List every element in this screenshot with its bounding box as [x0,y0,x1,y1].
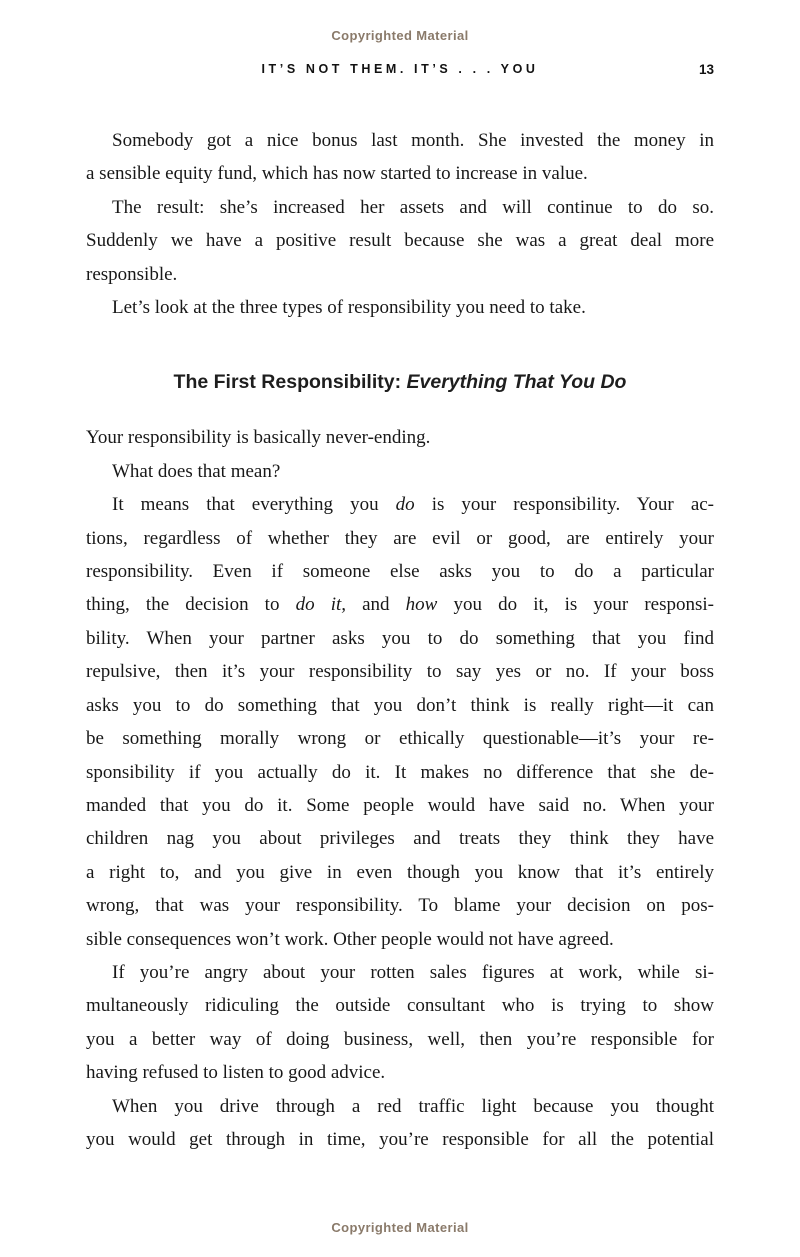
text-line: Somebody got a nice bonus last month. She invested the money in [112,130,714,151]
text-line: tions, regardless of whether they are evil or good, are entirely your [86,527,714,549]
text-line: Let’s look at the three types of responsibility you need to take. [112,297,586,319]
copyright-notice-bottom: Copyrighted Material [331,1220,469,1235]
text-line: What does that mean? [112,460,281,482]
text-line: manded that you do it. Some people would have said no. When your [86,794,714,816]
text-line: If you’re angry about your rotten sales figures at work, while si- [112,961,714,983]
text-line: responsibility. Even if someone else asks you to do a particular [86,561,714,583]
text-line: multaneously ridiculing the outside consultant who is trying to show [86,995,714,1017]
text-line: you would get through in time, you’re responsible for all the potential [86,1128,714,1150]
body-text [86,124,714,1156]
text-line: It means that everything you do is your responsibility. Your ac- [112,494,715,516]
text-column [86,62,714,1156]
text-line: a right to, and you give in even though you know that it’s entirely [86,861,714,883]
text-line: bility. When your partner asks you to do something that you find [86,627,714,649]
text-line: repulsive, then it’s your responsibility to say yes or no. If your boss [86,661,714,683]
text-line: children nag you about privileges and treats they think they have [86,828,714,850]
text-line: Suddenly we have a positive result because she was a great deal more [86,230,714,252]
text-line: having refused to listen to good advice. [86,1062,386,1084]
text-line: you a better way of doing business, well, then you’re responsible for [86,1028,714,1050]
running-header-title: IT’S NOT THEM. IT’S . . . YOU [261,62,539,76]
paragraph [86,455,714,488]
copyright-notice-top: Copyrighted Material [331,28,469,43]
text-line: thing, the decision to do it, and how you do it, is your responsi- [86,594,714,616]
text-line: wrong, that was your responsibility. To blame your decision on pos- [86,895,714,917]
text-line: responsible. [86,263,178,285]
text-line: The result: she’s increased her assets and will continue to do so. [112,196,714,218]
paragraph [86,191,714,291]
paragraph [86,488,714,956]
text-line: a sensible equity fund, which has now started to increase in value. [86,163,588,185]
text-line: asks you to do something that you don’t think is really right—it can [86,694,714,716]
text-line: Your responsibility is basically never-ending. [86,427,431,449]
paragraph [86,124,714,191]
paragraph [86,956,714,1090]
paragraph [86,291,714,324]
text-line: sible consequences won’t work. Other people would not have agreed. [86,928,614,950]
section-heading: The First Responsibility: Everything That You Do [173,371,627,394]
page-number: 13 [698,62,714,77]
text-line: be something morally wrong or ethically questionable—it’s your re- [86,728,714,750]
running-header [86,62,714,80]
text-line: When you drive through a red traffic light because you thought [112,1095,714,1117]
paragraph [86,1090,714,1157]
paragraph [86,421,714,454]
text-line: sponsibility if you actually do it. It makes no difference that she de- [86,761,714,783]
